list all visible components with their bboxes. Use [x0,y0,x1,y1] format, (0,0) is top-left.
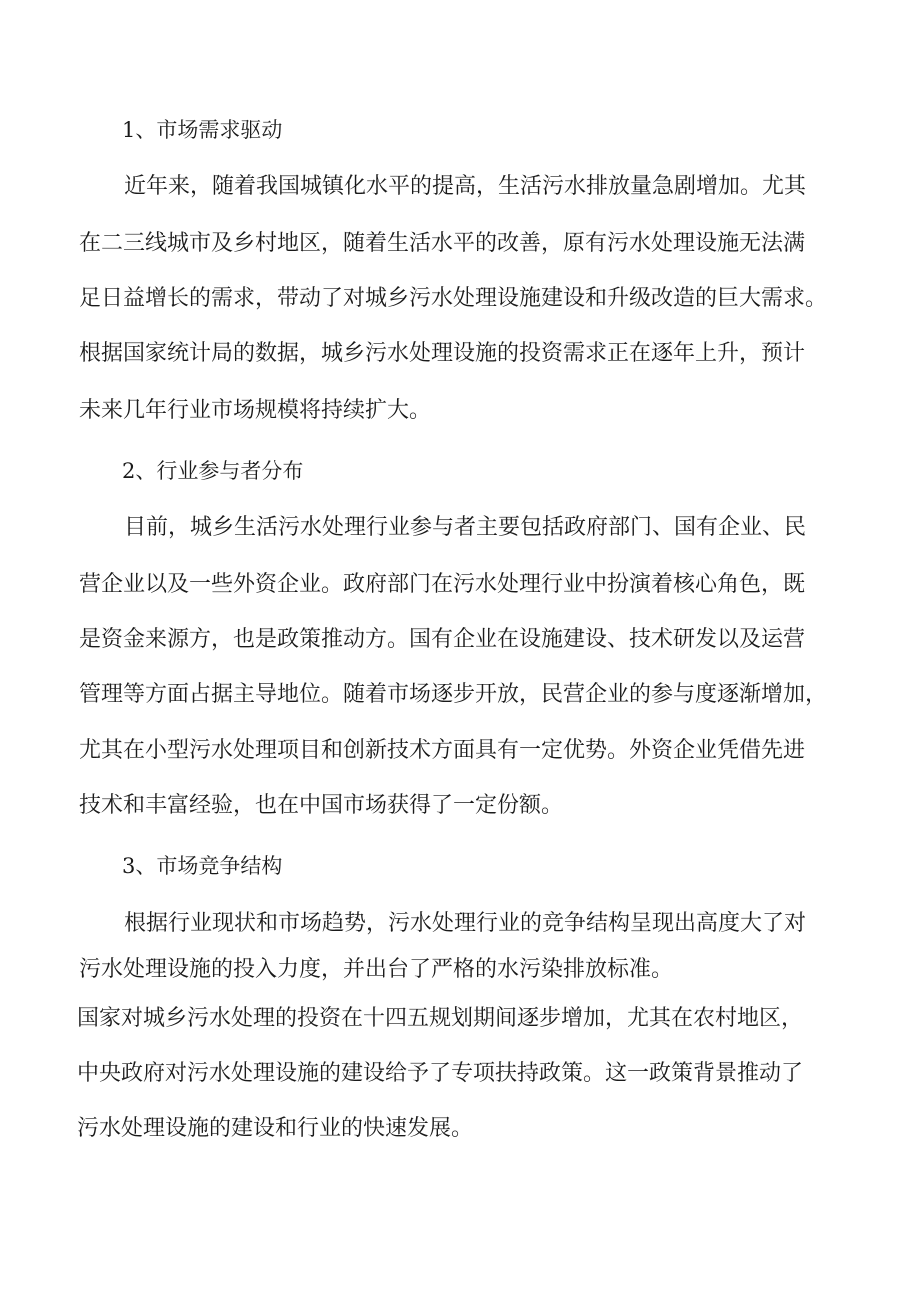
section-3-line-1: 根据行业现状和市场趋势，污水处理行业的竞争结构呈现出高度大了对 [124,911,807,936]
section-2-line-2: 营企业以及一些外资企业。政府部门在污水处理行业中扮演着核心角色，既 [79,572,806,597]
section-3-line-5: 污水处理设施的建设和行业的快速发展。 [77,1116,474,1141]
section-3-heading: 3、市场竞争结构 [122,854,283,878]
section-3-line-3: 国家对城乡污水处理的投资在十四五规划期间逐步增加，尤其在农村地区， [77,1006,804,1031]
section-1-line-2: 在二三线城市及乡村地区，随着生活水平的改善，原有污水处理设施无法满 [79,231,806,256]
section-2-line-5: 尤其在小型污水处理项目和创新技术方面具有一定优势。外资企业凭借先进 [79,738,806,763]
section-1-line-5: 未来几年行业市场规模将持续扩大。 [79,398,432,423]
section-1-line-4: 根据国家统计局的数据，城乡污水处理设施的投资需求正在逐年上升，预计 [79,341,806,366]
section-1-line-1: 近年来，随着我国城镇化水平的提高，生活污水排放量急剧增加。尤其 [124,174,807,199]
section-2-line-4: 管理等方面占据主导地位。随着市场逐步开放，民营企业的参与度逐渐增加， [79,682,828,707]
section-2-line-6: 技术和丰富经验，也在中国市场获得了一定份额。 [79,793,564,818]
section-2-line-1: 目前，城乡生活污水处理行业参与者主要包括政府部门、国有企业、民 [124,515,807,540]
section-2-heading: 2、行业参与者分布 [122,459,304,483]
section-1-heading: 1、市场需求驱动 [122,118,283,142]
section-1-line-3: 足日益增长的需求，带动了对城乡污水处理设施建设和升级改造的巨大需求。 [79,286,828,311]
section-3-line-2: 污水处理设施的投入力度，并出台了严格的水污染排放标准。 [79,957,674,982]
section-3-line-4: 中央政府对污水处理设施的建设给予了专项扶持政策。这一政策背景推动了 [77,1061,804,1086]
section-2-line-3: 是资金来源方，也是政策推动方。国有企业在设施建设、技术研发以及运营 [79,627,806,652]
